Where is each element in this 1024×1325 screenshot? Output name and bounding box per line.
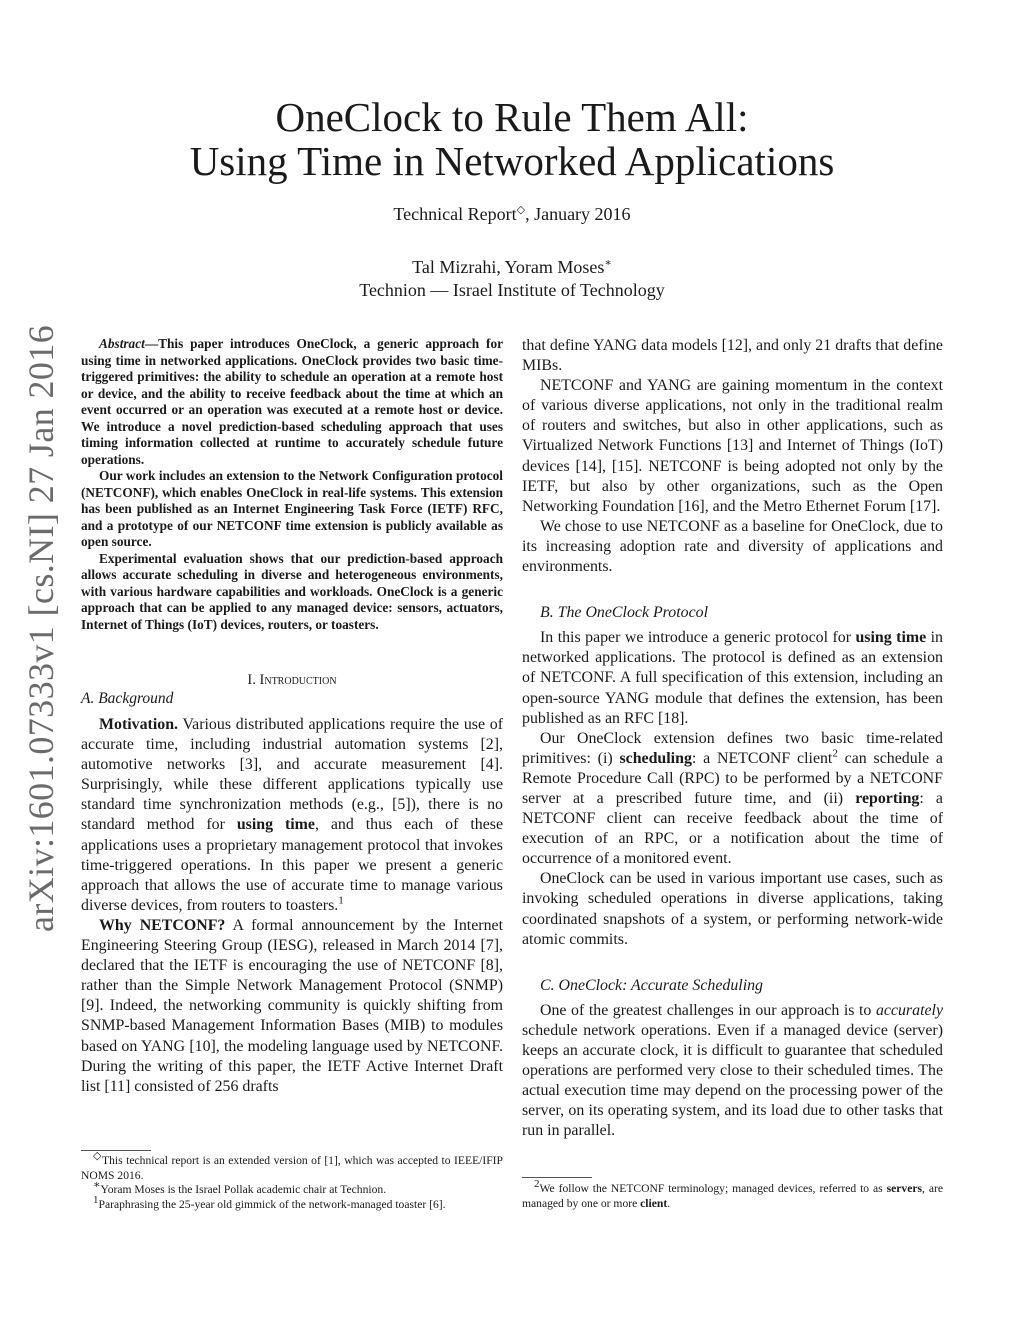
protocol-text-a: In this paper we introduce a generic protocol for	[540, 629, 856, 647]
motivation-text-b: , and thus each of these applications uses a proprietary management protocol that invokes time-triggered operations. In this paper we present a generic approach that allows the use of accurate time to manage various diverse devices, from routers to toasters.	[81, 816, 503, 914]
report-line	[0, 202, 1024, 226]
footnote-netconf-terminology	[522, 1178, 943, 1211]
background-body	[81, 715, 503, 1097]
title-line-2: Using Time in Networked Applications	[189, 138, 835, 184]
motivation-lead: Motivation.	[99, 716, 179, 733]
footnote-report	[81, 1150, 503, 1183]
client-term: client	[640, 1196, 668, 1210]
footnotes-left	[81, 1150, 503, 1212]
scheduling-text-a: One of the greatest challenges in our approach is to	[540, 1001, 876, 1019]
footnote-ref-2: 2	[832, 747, 838, 760]
footnote-mark: 2	[534, 1178, 540, 1191]
footnote-moses	[81, 1179, 503, 1198]
scheduling-emphasis: accurately	[875, 1001, 943, 1019]
protocol-text-b: : a NETCONF client	[691, 749, 833, 767]
subsection-heading-protocol: B. The OneClock Protocol	[540, 604, 708, 622]
footnote-ref-1: 1	[338, 894, 344, 907]
right-column	[522, 336, 943, 1141]
footnote-text-b: , are managed by one or more	[522, 1182, 943, 1210]
footnote-text-a: We follow the NETCONF terminology; managed devices, referred to as	[539, 1182, 887, 1195]
arxiv-identifier: arXiv:1601.07333v1 [cs.NI] 27 Jan 2016	[21, 324, 61, 932]
left-column	[81, 336, 503, 1097]
scheduling-paragraph	[522, 1001, 943, 1142]
reporting-term: reporting	[855, 789, 920, 807]
protocol-text-d: : a NETCONF client can receive feedback about the time of execution of an RPC, or a notification about the time of occurrence of a monitored event.	[522, 789, 943, 868]
continued-paragraph: that define YANG data models [12], and only 21 drafts that define MIBs.	[522, 337, 943, 375]
footnote-rule-left	[81, 1150, 151, 1151]
footnote-text: Yoram Moses is the Israel Pollak academic chair at Technion.	[100, 1183, 387, 1196]
protocol-paragraph-1	[522, 628, 943, 728]
gaining-momentum-paragraph: NETCONF and YANG are gaining momentum in the context of various diverse applications, not only in the traditional realm of routers and switches, but also in other applications, such as Virtualized Network Functions [13] and Internet of Things (IoT) devices [14], [15]. NETCONF is being adopted not only by the IETF, but also by other organizations, such as the Open Networking Foundation [16], and the Metro Ethernet Forum [17].	[522, 377, 943, 515]
servers-term: servers	[886, 1182, 923, 1195]
section-number: I.	[247, 672, 256, 688]
why-netconf-text: A formal announcement by the Internet Engineering Steering Group (IESG), released in March 2014 [7], declared that the IETF is encouraging the use of NETCONF [8], rather than the Simple Network Management Protocol (SNMP) [9]. Indeed, the networking community is quickly shifting from SNMP-based Management Information Bases (MIB) to modules based on YANG [10], the modeling language used by NETCONF. During the writing of this paper, the IETF Active Internet Draft list [11] consisted of 256 drafts	[81, 916, 503, 1095]
chose-netconf-paragraph: We chose to use NETCONF as a baseline for OneClock, due to its increasing adoption rate and diversity of applications and environments.	[522, 517, 943, 576]
subsection-heading-scheduling: C. OneClock: Accurate Scheduling	[540, 976, 763, 994]
section-heading-introduction	[81, 671, 503, 689]
motivation-emphasis: using time	[236, 816, 315, 834]
abstract-paragraph-3: Experimental evaluation shows that our prediction-based approach allows accurate scheduling in diverse and heterogeneous environments, with various hardware capabilities and workloads. OneClock is a generic approach that can be applied to any managed device: sensors, actuators, Internet of Things (IoT) devices, routers, or toasters.	[81, 550, 503, 632]
paper-title	[0, 95, 1024, 183]
motivation-paragraph	[81, 715, 503, 916]
motivation-text-a: Various distributed applications require the use of accurate time, including industrial automation systems [2], automotive networks [3], and accurate measurement [4]. Surprisingly, while these different applications typically use standard time synchronization methods (e.g., [5]), there is no standard method for	[81, 716, 503, 834]
footnote-text: Paraphrasing the 25-year old gimmick of the network-managed toaster [6].	[98, 1197, 446, 1211]
why-netconf-paragraph	[81, 916, 503, 1097]
scheduling-term: scheduling	[619, 749, 692, 767]
author-list: Tal Mizrahi, Yoram Moses	[412, 257, 605, 277]
abstract	[81, 336, 503, 633]
protocol-text-b: in networked applications. The protocol is defined as an extension of NETCONF. A full specification of this extension, including an open-source YANG module that defines the extension, has been published as an RFC [18].	[522, 629, 943, 727]
abstract-paragraph-1	[81, 336, 503, 468]
footnote-toaster	[81, 1193, 503, 1213]
protocol-paragraph-2	[522, 729, 943, 870]
report-mark: ◇	[516, 204, 526, 216]
abstract-text-1: —This paper introduces OneClock, a generic approach for using time in networked applications. OneClock provides two basic time-triggered primitives: the ability to schedule an operation at a remote host or device, and the ability to receive feedback about the time at which an event occurred or an operation was executed at a remote host or device. We introduce a novel prediction-based scheduling approach that uses timing information collected at runtime to accurately schedule future operations.	[81, 336, 503, 467]
protocol-text-a: Our OneClock extension defines two basic time-related primitives: (i)	[522, 729, 943, 767]
footnote-text: This technical report is an extended version of [1], which was accepted to IEEE/IFIP NOMS 2016.	[81, 1154, 503, 1182]
footnote-mark: ◇	[93, 1150, 103, 1163]
author-mark: ∗	[604, 257, 612, 269]
abstract-paragraph-2: Our work includes an extension to the Network Configuration protocol (NETCONF), which enables OneClock in real-life systems. This extension has been published as an Internet Engineering Task Force (IETF) RFC, and a prototype of our NETCONF time extension is publicly available as open source.	[81, 468, 503, 549]
author-affiliation: Technion — Israel Institute of Technology	[359, 280, 665, 300]
footnote-rule-right	[522, 1177, 592, 1178]
protocol-emphasis: using time	[855, 629, 927, 647]
report-text: Technical Report	[393, 204, 517, 224]
protocol-paragraph-3: OneClock can be used in various important use cases, such as invoking scheduled operations in diverse applications, taking coordinated snapshots of a system, or performing network-wide atomic commits.	[522, 870, 943, 948]
title-line-1: OneClock to Rule Them All:	[275, 94, 749, 140]
footnote-mark: 1	[93, 1193, 99, 1206]
why-netconf-lead: Why NETCONF?	[99, 916, 226, 934]
footnote-mark: ∗	[93, 1179, 101, 1192]
scheduling-text-b: schedule network operations. Even if a managed device (server) keeps an accurate clock, it is difficult to guarantee that scheduled operations are performed very close to their scheduled times. The actual execution time may depend on the processing power of the server, on its operating system, and its load due to other tasks that run in parallel.	[522, 1021, 943, 1140]
report-date: , January 2016	[525, 204, 631, 224]
abstract-label: Abstract	[99, 336, 145, 351]
footnote-text-c: .	[667, 1196, 671, 1210]
protocol-text-c: can schedule a Remote Procedure Call (RPC) to be performed by a NETCONF server at a prescribed future time, and (ii)	[522, 749, 943, 807]
subsection-heading-background: A. Background	[81, 690, 174, 707]
author-names	[0, 256, 1024, 279]
author-block	[0, 256, 1024, 302]
footnote-right	[522, 1178, 943, 1211]
section-title: Introduction	[259, 672, 337, 688]
